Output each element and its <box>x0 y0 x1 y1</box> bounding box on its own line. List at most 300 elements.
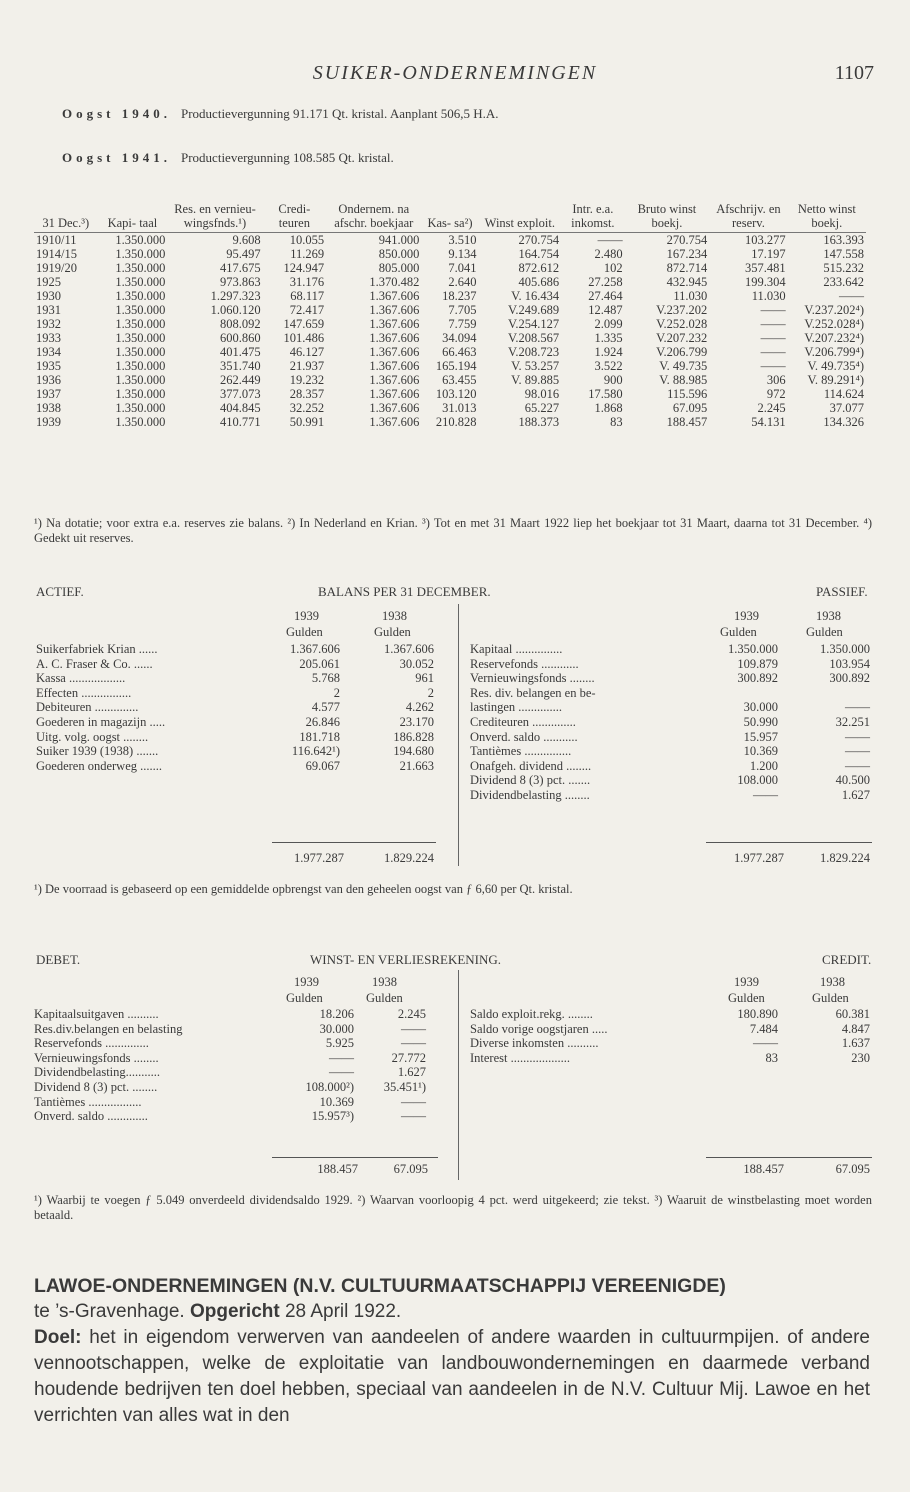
ledger-row <box>36 686 436 701</box>
table-cell: 2.245 <box>757 401 786 415</box>
ledger-label: Kapitaal ............... <box>470 642 563 656</box>
page-title: SUIKER-ONDERNEMINGEN <box>312 62 598 84</box>
table-cell: 98.016 <box>524 387 560 401</box>
doel-text: het in eigendom verwerven van aandeelen of andere waarden in cultuurmpijen. of andere vennootschappen, welke de exploitatie van landbouwondernemingen en daarmede verband houdende bedrijven ten doel hebben, speciaal van aandeelen in de N.V. Cultuur Mij. Lawoe en het verrichten van alles wat in den <box>34 1327 870 1426</box>
table-cell: 972 <box>766 387 786 401</box>
debet-list <box>34 1007 438 1124</box>
ledger-value-1938: —— <box>845 729 870 744</box>
table-cell: 1910/11 <box>36 233 77 247</box>
ledger-label: Onverd. saldo ........... <box>470 729 578 744</box>
doel-paragraph <box>34 1325 870 1429</box>
column-header: Winst exploit. <box>479 202 562 233</box>
ledger-row <box>470 730 870 745</box>
table-cell: 1.367.606 <box>369 331 420 345</box>
table-cell: 19.232 <box>289 373 325 387</box>
ledger-label: Saldo vorige oogstjaren ..... <box>470 1021 608 1036</box>
table-cell: V.252.028⁴) <box>804 317 864 331</box>
ledger-value-1938: 60.381 <box>835 1007 870 1021</box>
year-1938: 1938 <box>816 609 841 623</box>
passief-list <box>470 642 870 803</box>
ledger-label: Vernieuwingsfonds ........ <box>470 671 595 686</box>
ledger-label: Interest ................... <box>470 1050 570 1065</box>
ledger-value-1939: 83 <box>765 1050 778 1065</box>
ledger-label: Debiteuren .............. <box>36 700 139 715</box>
ledger-value-1938: —— <box>401 1094 426 1109</box>
ledger-label: Res.div.belangen en belasting <box>34 1021 183 1036</box>
table-cell: V.252.028 <box>656 317 708 331</box>
table-cell: V. 89.885 <box>511 373 560 387</box>
table-row <box>34 317 866 331</box>
ledger-value-1939: 30.000 <box>319 1021 354 1036</box>
ledger-label: Tantièmes ............... <box>470 744 572 759</box>
ledger-row <box>34 1051 438 1066</box>
ledger-value-1938: 194.680 <box>393 744 434 759</box>
ledger-value-1939: 205.061 <box>299 656 340 671</box>
balans-right-totals <box>706 851 872 867</box>
table-cell: 1930 <box>36 289 61 303</box>
table-cell: 103.277 <box>744 233 786 247</box>
ledger-value-1939: —— <box>753 787 778 802</box>
table-cell: 124.947 <box>283 261 325 275</box>
page-number: 1107 <box>834 62 874 84</box>
total-1939: 1.977.287 <box>734 851 784 865</box>
ledger-row <box>470 1051 870 1066</box>
stats-footnote: ¹) Na dotatie; voor extra e.a. reserves zie balans. ²) In Nederland en Krian. ³) Tot en met 31 Maart 1922 liep het boekjaar tot 31 Maart, daarna tot 31 December. ⁴) Gedekt uit reserves. <box>34 516 872 545</box>
table-cell: 199.304 <box>744 275 786 289</box>
ledger-row <box>470 642 870 657</box>
table-body <box>34 233 866 430</box>
ledger-row <box>470 1036 870 1051</box>
ledger-row <box>36 744 436 759</box>
table-cell: 1.350.000 <box>115 303 166 317</box>
table-cell: 103.120 <box>435 387 477 401</box>
table-cell: 3.510 <box>448 233 477 247</box>
ledger-row <box>470 657 870 672</box>
table-cell: 32.252 <box>289 401 325 415</box>
table-cell: 12.487 <box>588 303 623 317</box>
ledger-row <box>470 773 870 788</box>
table-cell: V.206.799⁴) <box>804 345 864 359</box>
table-cell: 1.350.000 <box>115 289 166 303</box>
table-cell: 1935 <box>36 359 61 373</box>
ledger-value-1938: 4.262 <box>405 700 434 715</box>
table-cell: 164.754 <box>518 247 560 261</box>
ledger-row <box>470 1007 870 1022</box>
table-cell: 1931 <box>36 303 61 317</box>
ledger-row <box>470 1022 870 1037</box>
ledger-value-1938: —— <box>401 1036 426 1051</box>
table-cell: V.208.723 <box>507 345 560 359</box>
ledger-value-1939: 108.000²) <box>305 1079 354 1094</box>
unit-gulden: Gulden <box>366 991 403 1005</box>
table-row <box>34 359 866 373</box>
total-1938: 1.829.224 <box>820 851 870 865</box>
table-cell: 377.073 <box>220 387 261 401</box>
year-1939: 1939 <box>734 975 759 989</box>
ledger-value-1939: 181.718 <box>299 729 340 744</box>
table-cell: 410.771 <box>220 415 261 429</box>
table-cell: 11.269 <box>290 247 325 261</box>
company-section <box>34 1273 870 1429</box>
ledger-value-1938: 30.052 <box>399 656 434 671</box>
table-cell: 1.350.000 <box>115 415 166 429</box>
table-cell: 28.357 <box>289 387 325 401</box>
ledger-label: Reservefonds ............ <box>470 656 579 671</box>
table-cell: 1.335 <box>594 331 623 345</box>
ledger-value-1938: 40.500 <box>835 773 870 788</box>
table-cell: 1934 <box>36 345 61 359</box>
table-cell: 404.845 <box>220 401 261 415</box>
ledger-value-1939: 180.890 <box>737 1007 778 1021</box>
table-cell: 1.350.000 <box>115 373 166 387</box>
table-cell: 1932 <box>36 317 61 331</box>
table-row <box>34 233 866 248</box>
table-cell: —— <box>839 289 864 303</box>
unit-gulden: Gulden <box>806 625 843 639</box>
ledger-value-1938: 4.847 <box>841 1021 870 1036</box>
ledger-value-1939: 1.367.606 <box>290 642 340 656</box>
column-header: Kapi- taal <box>98 202 168 233</box>
ledger-value-1939: —— <box>329 1050 354 1065</box>
table-cell: 270.754 <box>518 233 560 247</box>
table-cell: —— <box>760 317 786 331</box>
table-cell: V. 49.735 <box>659 359 708 373</box>
table-cell: 46.127 <box>289 345 325 359</box>
ledger-value-1939: 69.067 <box>305 758 340 773</box>
ledger-label: Onafgeh. dividend ........ <box>470 758 592 773</box>
ledger-label: Effecten ................ <box>36 685 132 700</box>
ledger-value-1938: 1.637 <box>841 1036 870 1051</box>
table-cell: 270.754 <box>666 233 708 247</box>
passief-title: PASSIEF. <box>816 584 868 599</box>
table-cell: 808.092 <box>220 317 261 331</box>
table-cell: 233.642 <box>823 275 864 289</box>
ledger-row <box>470 715 870 730</box>
ledger-value-1938: —— <box>401 1021 426 1036</box>
ledger-value-1938: 35.451¹) <box>383 1079 426 1094</box>
ledger-row <box>470 744 870 759</box>
ledger-value-1939: 4.577 <box>311 700 340 715</box>
table-cell: 1.367.606 <box>369 359 420 373</box>
total-1939: 1.977.287 <box>294 851 344 865</box>
table-cell: 9.608 <box>232 233 261 247</box>
table-cell: 872.612 <box>518 261 560 275</box>
ledger-value-1939: 30.000 <box>743 700 778 715</box>
table-cell: 1939 <box>36 415 61 429</box>
table-cell: 1.350.000 <box>115 247 166 261</box>
table-row <box>34 289 866 303</box>
table-cell: V. 89.291⁴) <box>807 373 864 387</box>
table-cell: 67.095 <box>672 401 708 415</box>
ledger-row <box>470 686 870 701</box>
table-header-row <box>34 202 866 233</box>
table-cell: 600.860 <box>220 331 261 345</box>
table-cell: V. 53.257 <box>511 359 560 373</box>
table-cell: 357.481 <box>744 261 786 275</box>
table-cell: 1.924 <box>594 345 623 359</box>
table-cell: 1.060.120 <box>210 303 261 317</box>
table-cell: 7.041 <box>448 261 477 275</box>
balans-title: BALANS PER 31 DECEMBER. <box>318 584 491 599</box>
ledger-row <box>34 1036 438 1051</box>
table-cell: 1.350.000 <box>115 387 166 401</box>
ledger-value-1939: —— <box>329 1065 354 1080</box>
table-cell: —— <box>760 303 786 317</box>
balans-left-totals <box>272 851 436 867</box>
table-cell: 1.370.482 <box>369 275 420 289</box>
ledger-label: lastingen .............. <box>470 700 563 715</box>
total-1938: 67.095 <box>835 1162 870 1176</box>
ledger-value-1938: 23.170 <box>399 714 434 729</box>
ledger-row <box>34 1007 438 1022</box>
founded-date: 28 April 1922. <box>284 1301 402 1322</box>
table-cell: 432.945 <box>666 275 708 289</box>
ledger-value-1938: 2.245 <box>397 1007 426 1021</box>
table-row <box>34 275 866 289</box>
table-cell: 165.194 <box>435 359 477 373</box>
table-cell: 167.234 <box>666 247 708 261</box>
unit-gulden: Gulden <box>728 991 765 1005</box>
ledger-row <box>36 730 436 745</box>
table-cell: 115.596 <box>667 387 708 401</box>
ledger-label: Dividend 8 (3) pct. ........ <box>34 1079 158 1094</box>
ledger-label: Vernieuwingsfonds ........ <box>34 1050 159 1065</box>
column-header: Ondernem. na afschr. boekjaar <box>326 202 421 233</box>
ledger-value-1939: 1.200 <box>749 758 778 773</box>
table-row <box>34 303 866 317</box>
table-cell: 11.030 <box>751 289 786 303</box>
table-cell: 63.455 <box>442 373 477 387</box>
table-cell: V.206.799 <box>656 345 708 359</box>
ledger-row <box>36 657 436 672</box>
table-cell: 1.350.000 <box>115 401 166 415</box>
statistics-table <box>34 202 866 429</box>
ledger-value-1938: 27.772 <box>391 1050 426 1065</box>
table-cell: 11.030 <box>673 289 708 303</box>
table-cell: 1.350.000 <box>115 331 166 345</box>
ledger-value-1938: 1.627 <box>841 787 870 802</box>
ledger-value-1938: —— <box>401 1109 426 1124</box>
winst-left-totals <box>272 1162 438 1178</box>
doel-label: Doel: <box>34 1327 82 1348</box>
table-cell: 1.350.000 <box>115 359 166 373</box>
ledger-label: Diverse inkomsten .......... <box>470 1036 599 1051</box>
table-cell: 7.705 <box>448 303 477 317</box>
founded-label: Opgericht <box>189 1301 280 1322</box>
table-cell: —— <box>760 359 786 373</box>
ledger-value-1938: 300.892 <box>829 671 870 686</box>
ledger-label: Tantièmes ................. <box>34 1094 142 1109</box>
unit-gulden: Gulden <box>812 991 849 1005</box>
ledger-value-1938: 32.251 <box>835 714 870 729</box>
table-cell: 1.367.606 <box>369 317 420 331</box>
table-cell: 1.350.000 <box>115 275 166 289</box>
table-cell: 1.350.000 <box>115 261 166 275</box>
balans-right-total-rule <box>706 842 872 843</box>
ledger-label: A. C. Fraser & Co. ...... <box>36 656 153 671</box>
ledger-value-1939: 5.925 <box>325 1036 354 1051</box>
ledger-row <box>34 1095 438 1110</box>
ledger-value-1939: 300.892 <box>737 671 778 686</box>
table-cell: 2.640 <box>448 275 477 289</box>
table-cell: 1.367.606 <box>369 373 420 387</box>
ledger-value-1938: 21.663 <box>399 758 434 773</box>
ledger-value-1939: 15.957 <box>743 729 778 744</box>
actief-list <box>36 642 436 773</box>
balans-divider <box>458 604 459 866</box>
ledger-row <box>36 759 436 774</box>
table-cell: 68.117 <box>290 289 325 303</box>
actief-title: ACTIEF. <box>36 584 84 599</box>
oogst-1941-line <box>62 150 394 166</box>
table-cell: 1936 <box>36 373 61 387</box>
table-cell: 50.991 <box>289 415 325 429</box>
table-cell: 973.863 <box>220 275 261 289</box>
ledger-value-1939: 10.369 <box>743 744 778 759</box>
ledger-value-1938: —— <box>845 744 870 759</box>
table-cell: 27.464 <box>588 289 623 303</box>
table-cell: V.237.202⁴) <box>804 303 864 317</box>
ledger-value-1939: 26.846 <box>305 714 340 729</box>
unit-gulden: Gulden <box>720 625 757 639</box>
ledger-value-1938: 186.828 <box>393 729 434 744</box>
ledger-label: Dividend 8 (3) pct. ....... <box>470 773 591 788</box>
ledger-label: Suiker 1939 (1938) ....... <box>36 744 159 759</box>
ledger-value-1939: 116.642¹) <box>291 744 340 759</box>
table-cell: 872.714 <box>666 261 708 275</box>
table-cell: 1925 <box>36 275 61 289</box>
table-cell: 351.740 <box>220 359 261 373</box>
ledger-row <box>470 759 870 774</box>
ledger-value-1939: 7.484 <box>749 1021 778 1036</box>
table-cell: 1938 <box>36 401 61 415</box>
ledger-value-1939: 1.350.000 <box>728 642 778 656</box>
table-cell: 805.000 <box>378 261 420 275</box>
total-1939: 188.457 <box>743 1162 784 1176</box>
table-cell: 18.237 <box>442 289 477 303</box>
table-cell: 210.828 <box>435 415 477 429</box>
table-cell: 9.134 <box>448 247 477 261</box>
ledger-value-1938: —— <box>845 700 870 715</box>
table-cell: 1.367.606 <box>369 289 420 303</box>
ledger-value-1939: 10.369 <box>319 1094 354 1109</box>
table-cell: 114.624 <box>823 387 864 401</box>
ledger-value-1938: 1.350.000 <box>820 642 870 656</box>
column-header: 31 Dec.³) <box>34 202 98 233</box>
table-cell: 101.486 <box>283 331 325 345</box>
column-header: Kas- sa²) <box>421 202 478 233</box>
ledger-value-1938: 1.627 <box>397 1065 426 1080</box>
year-1939: 1939 <box>294 609 319 623</box>
table-cell: 401.475 <box>220 345 261 359</box>
table-cell: 405.686 <box>518 275 560 289</box>
column-header: Res. en vernieu- wingsfnds.¹) <box>167 202 262 233</box>
ledger-label: Suikerfabriek Krian ...... <box>36 642 158 656</box>
ledger-label: Goederen in magazijn ..... <box>36 714 166 729</box>
ledger-row <box>34 1065 438 1080</box>
company-place: te ’s-Gravenhage. <box>34 1301 185 1322</box>
table-cell: 188.373 <box>518 415 560 429</box>
ledger-label: Res. div. belangen en be- <box>470 685 596 700</box>
table-cell: —— <box>760 345 786 359</box>
ledger-value-1939: 5.768 <box>311 671 340 686</box>
ledger-value-1939: 50.990 <box>743 714 778 729</box>
table-row <box>34 387 866 401</box>
year-1938: 1938 <box>372 975 397 989</box>
year-1939: 1939 <box>294 975 319 989</box>
table-cell: 2.480 <box>594 247 623 261</box>
table-row <box>34 261 866 275</box>
table-cell: V.254.127 <box>507 317 560 331</box>
winst-title: WINST- EN VERLIESREKENING. <box>310 952 502 967</box>
table-cell: 1933 <box>36 331 61 345</box>
table-cell: 66.463 <box>442 345 477 359</box>
table-cell: 102 <box>603 261 623 275</box>
table-cell: 83 <box>610 415 623 429</box>
table-cell: 72.417 <box>289 303 325 317</box>
unit-gulden: Gulden <box>374 625 411 639</box>
ledger-value-1938: 961 <box>415 671 434 686</box>
ledger-value-1939: —— <box>753 1036 778 1051</box>
ledger-row <box>36 700 436 715</box>
table-cell: 134.326 <box>823 415 864 429</box>
table-cell: 1937 <box>36 387 61 401</box>
table-cell: 95.497 <box>226 247 261 261</box>
table-cell: 1.868 <box>594 401 623 415</box>
year-1939: 1939 <box>734 609 759 623</box>
table-cell: 1.297.323 <box>210 289 261 303</box>
table-cell: 1.367.606 <box>369 401 420 415</box>
table-cell: V.249.689 <box>507 303 560 317</box>
table-cell: V.237.202 <box>656 303 708 317</box>
ledger-label: Crediteuren .............. <box>470 714 576 729</box>
table-cell: 34.094 <box>442 331 477 345</box>
table-cell: 900 <box>603 373 623 387</box>
table-cell: 1.350.000 <box>115 233 166 247</box>
table-cell: 1.367.606 <box>369 303 420 317</box>
column-header: Afschrijv. en reserv. <box>709 202 787 233</box>
table-row <box>34 373 866 387</box>
column-header: Bruto winst boekj. <box>625 202 710 233</box>
column-header: Intr. e.a. inkomst. <box>561 202 625 233</box>
total-1939: 188.457 <box>317 1162 358 1176</box>
winst-footnote: ¹) Waarbij te voegen ƒ 5.049 onverdeeld dividendsaldo 1929. ²) Waarvan voorloopig 4 pct. werd uitgekeerd; zie tekst. ³) Waaruit de winstbelasting moet worden betaald. <box>34 1193 872 1222</box>
table-cell: 1.350.000 <box>115 317 166 331</box>
table-cell: 7.759 <box>448 317 477 331</box>
table-cell: 1914/15 <box>36 247 77 261</box>
ledger-row <box>36 642 436 657</box>
table-cell: —— <box>597 233 623 247</box>
winst-divider <box>458 970 459 1180</box>
ledger-row <box>34 1109 438 1124</box>
table-cell: 17.580 <box>588 387 623 401</box>
oogst-text: Productievergunning 108.585 Qt. kristal. <box>181 150 394 165</box>
ledger-value-1939: 18.206 <box>319 1007 354 1021</box>
ledger-value-1938: 2 <box>427 685 434 700</box>
ledger-row <box>36 671 436 686</box>
ledger-value-1938: 1.367.606 <box>384 642 434 656</box>
total-1938: 67.095 <box>393 1162 428 1176</box>
ledger-label: Dividendbelasting ........ <box>470 787 590 802</box>
ledger-label: Kassa .................. <box>36 671 126 686</box>
total-1938: 1.829.224 <box>384 851 434 865</box>
winst-right-total-rule <box>706 1157 872 1158</box>
table-cell: 147.558 <box>823 247 864 261</box>
ledger-value-1938: 230 <box>851 1050 870 1065</box>
balans-left-total-rule <box>272 842 436 843</box>
ledger-label: Uitg. volg. oogst ........ <box>36 729 149 744</box>
ledger-label: Kapitaalsuitgaven .......... <box>34 1007 159 1021</box>
